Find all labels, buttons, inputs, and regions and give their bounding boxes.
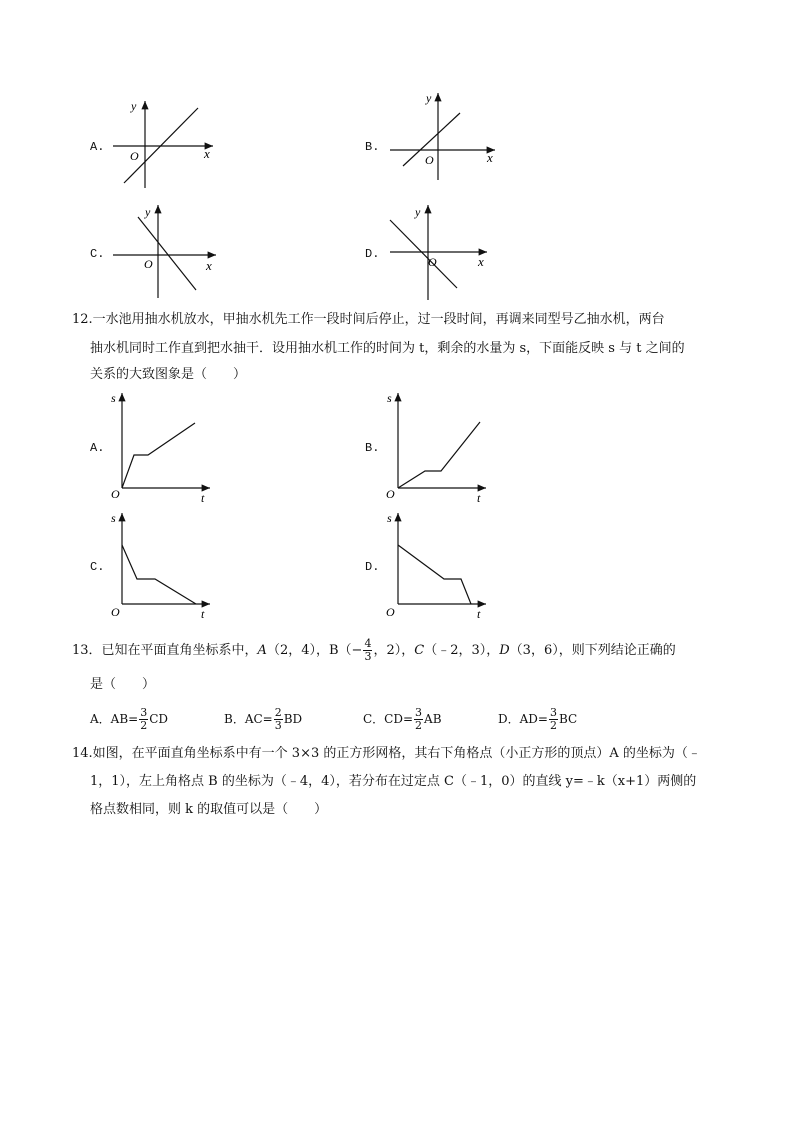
q12-graph-d [383,508,493,620]
q13-line-2: 是（ ） [90,677,156,692]
x-label: t [201,607,205,620]
x-label: x [204,146,210,161]
q13-prefix: 13．已知在平面直角坐标系中， [72,643,258,658]
y-label: y [131,99,137,113]
graph-line [398,422,480,488]
q11-graph-b [385,88,500,183]
point-c-name: C [414,643,425,658]
q11-graph-a [108,96,223,191]
graph-line [122,423,195,488]
q13-option-d[interactable]: D．AD= $\frac{3}{2}$ BC [498,706,578,732]
q13-option-b[interactable]: B．AC= $\frac{2}{3}$ BD [224,706,303,732]
q12-line-2: 抽水机同时工作直到把水抽干．设用抽水机工作的时间为 t，剩余的水量为 s，下面能反映 s 与 t 之间的 [90,341,685,356]
y-label: s [387,511,392,525]
point-b-rest: ，2）， [373,643,415,658]
point-d-name: D [499,643,510,658]
point-b-minus: − [351,643,363,658]
q13-line-1 [72,638,676,663]
y-label: y [426,91,432,105]
graph-line [138,217,196,290]
q12-graph-a [108,388,218,503]
q12-line-3: 关系的大致图象是（ ） [90,367,247,382]
x-label: t [477,607,481,620]
point-b-prefix: B（ [328,643,352,658]
option-label: A. [90,140,105,154]
point-d-coord: （3，6），则下列结论正确的 [509,643,676,658]
point-c-coord: （﹣2，3）， [424,643,500,658]
x-label: x [206,258,212,273]
graph-line [122,545,196,604]
y-label: s [387,391,392,405]
option-label: C. [90,560,105,574]
point-a-coord: （2，4）， [266,643,329,658]
origin-label: O [111,487,120,501]
origin-label: O [425,153,434,167]
y-label: s [111,511,116,525]
option-label: B. [365,140,380,154]
graph-line [398,545,471,604]
origin-label: O [130,149,139,163]
option-label: D. [365,560,380,574]
y-label: s [111,391,116,405]
q13-option-c[interactable]: C．CD= $\frac{3}{2}$ AB [363,706,442,732]
origin-label: O [386,487,395,501]
y-label: y [145,205,151,219]
origin-label: O [428,255,437,269]
option-label: D. [365,247,380,261]
q13-option-a[interactable]: A．AB= $\frac{3}{2}$ CD [90,706,169,732]
point-b-fraction: $\frac{4}{3}$ [364,637,372,663]
q11-graph-d [385,200,500,305]
q14-line-2: 1，1），左上角格点 B 的坐标为（﹣4，4），若分布在过定点 C（﹣1，0）的直线 y=﹣k（x+1）两侧的 [90,774,697,789]
origin-label: O [386,605,395,619]
y-label: y [415,205,421,219]
origin-label: O [111,605,120,619]
option-label: C. [90,247,105,261]
q12-graph-c [108,508,218,620]
q11-graph-c [108,200,223,300]
q12-line-1: 12.一水池用抽水机放水，甲抽水机先工作一段时间后停止，过一段时间，再调来同型号乙抽水机，两台 [72,312,665,327]
q14-line-3: 格点数相同，则 k 的取值可以是（ ） [90,802,328,817]
q14-line-1: 14.如图，在平面直角坐标系中有一个 3×3 的正方形网格，其右下角格点（小正方形的顶点）A 的坐标为（﹣ [72,746,701,761]
x-label: x [478,254,484,269]
q12-graph-b [383,388,493,503]
option-label: B. [365,441,380,455]
option-label: A. [90,441,105,455]
x-label: t [201,491,205,503]
graph-line [390,220,457,288]
x-label: t [477,491,481,503]
x-label: x [487,150,493,165]
origin-label: O [144,257,153,271]
point-a-name: A [257,643,267,658]
